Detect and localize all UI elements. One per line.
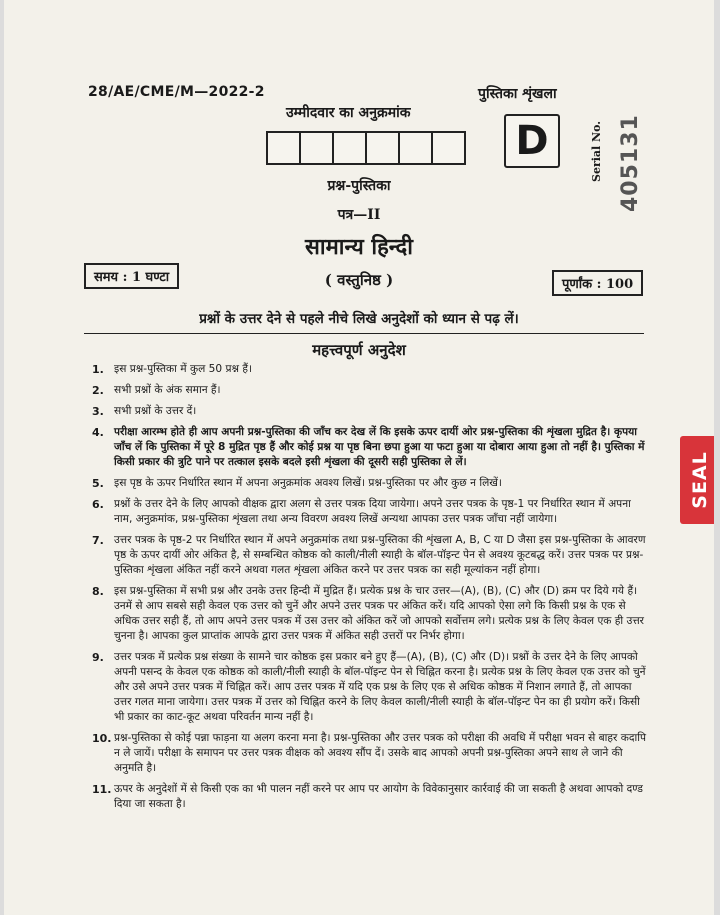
serial-label: Serial No. — [590, 120, 603, 182]
instruction-item: 6. प्रश्नों के उत्तर देने के लिए आपको वीक्षक द्वारा अलग से उत्तर पत्रक दिया जायेगा। अपने उत्तर पत्रक के पृष्ठ-1 पर निर्धारित स्थान में अपना नाम, अनुक्रमांक, प्रश्न-पुस्तिका शृंखला तथा अन्य विवरण अवश्य लिखें अन्यथा आपका उत्तर पत्रक जाँचा नहीं जायेगा। — [92, 498, 631, 525]
instruction-item: 7. उत्तर पत्रक के पृष्ठ-2 पर निर्धारित स्थान में अपने अनुक्रमांक तथा प्रश्न-पुस्तिका की शृंखला A, B, C या D जैसा इस प्रश्न-पुस्तिका के आवरण पृष्ठ के ऊपर दायीं ओर अंकित है, से सम्बन्धित कोष्ठक को काली/नीली स्याही के बॉल-पॉइन्ट पेन से अवश्य कूटबद्ध करें। उत्तर पत्रक पर प्रश्न-पुस्तिका शृंखला अंकित नहीं करने अथवा गलत शृंखला अंकित करने पर उत्तर पत्रक का सही मूल्यांकन नहीं होगा। — [92, 534, 646, 576]
exam-code: 28/AE/CME/M—2022-2 — [88, 84, 265, 100]
paper-title: पत्र—II — [337, 207, 381, 223]
instruction-item: 2. सभी प्रश्नों के अंक समान हैं। — [92, 384, 221, 397]
seal-label: SEAL — [689, 451, 711, 509]
divider — [84, 333, 644, 334]
question-booklet-cover — [4, 0, 714, 915]
instruction-item: 9. उत्तर पत्रक में प्रत्येक प्रश्न संख्या के सामने चार कोष्ठक इस प्रकार बने हुए हैं—(A), (B), (C) और (D)। प्रश्नों के उत्तर देने के लिए आपको अपनी पसन्द के केवल एक कोष्ठक को काली/नीली स्याही के बॉल-पॉइन्ट पेन से चिह्नित करना है। प्रत्येक प्रश्न के लिए केवल एक उत्तर को चुनें और उसे अपने उत्तर पत्रक में चिह्नित करें। आप उत्तर पत्रक में यदि एक प्रश्न के लिए एक से अधिक कोष्ठक में निशान लगाते हैं, तो आपका उत्तर गलत माना जायेगा। उत्तर पत्रक में उत्तर को चिह्नित करने के लिए केवल काली/नीली स्याही के बॉल-पॉइन्ट पेन का ही प्रयोग करें। किसी भी प्रकार का काट-कूट अथवा परिवर्तन मान्य नहीं है। — [92, 651, 646, 723]
instructions-heading: महत्त्वपूर्ण अनुदेश — [312, 341, 406, 359]
roll-digit-box — [398, 131, 433, 165]
booklet-series-box: D — [504, 114, 560, 168]
pre-instruction-note: प्रश्नों के उत्तर देने से पहले नीचे लिखे अनुदेशों को ध्यान से पढ़ लें। — [199, 311, 519, 327]
instruction-item: 4. परीक्षा आरम्भ होते ही आप अपनी प्रश्न-पुस्तिका की जाँच कर देख लें कि इसके ऊपर दायीं ओर प्रश्न-पुस्तिका की शृंखला मुद्रित है। कृपया जाँच लें कि पुस्तिका में पूरे 8 मुद्रित पृष्ठ हैं और कोई प्रश्न या पृष्ठ बिना छपा हुआ या फटा हुआ या दोबारा आया हुआ तो नहीं है। पुस्तिका में किसी प्रकार की त्रुटि पाने पर तत्काल इसके बदले इसी शृंखला की दूसरी सही पुस्तिका ले लें। — [92, 426, 645, 468]
roll-digit-box — [365, 131, 400, 165]
roll-digit-box — [299, 131, 334, 165]
instruction-item: 3. सभी प्रश्नों के उत्तर दें। — [92, 405, 197, 418]
roll-digit-box — [266, 131, 301, 165]
instruction-item: 1. इस प्रश्न-पुस्तिका में कुल 50 प्रश्न हैं। — [92, 363, 252, 376]
instruction-item: 5. इस पृष्ठ के ऊपर निर्धारित स्थान में अपना अनुक्रमांक अवश्य लिखें। प्रश्न-पुस्तिका पर और कुछ न लिखें। — [92, 477, 502, 490]
instruction-item: 8. इस प्रश्न-पुस्तिका में सभी प्रश्न और उनके उत्तर हिन्दी में मुद्रित हैं। प्रत्येक प्रश्न के चार उत्तर—(A), (B), (C) और (D) क्रम पर दिये गये हैं। उनमें से आप सबसे सही केवल एक उत्तर को चुनें और अपने उत्तर पत्रक पर अंकित करें। यदि आपको ऐसा लगे कि किसी प्रश्न के एक से अधिक उत्तर सही हैं, तो आप अपने उत्तर पत्रक में उस उत्तर को अंकित करें जो आपको सर्वोत्तम लगे। प्रत्येक प्रश्न के लिए केवल एक ही उत्तर चुनना है। आपका कुल प्राप्तांक आपके द्वारा उत्तर पत्रक में अंकित सही उत्तरों पर निर्भर होगा। — [92, 585, 645, 642]
marks-box: पूर्णांक : 100 — [552, 270, 643, 296]
booklet-series-label: पुस्तिका शृंखला — [478, 86, 557, 102]
roll-number-boxes — [268, 131, 466, 165]
time-box: समय : 1 घण्टा — [84, 263, 179, 289]
paper-type: ( वस्तुनिष्ठ ) — [324, 271, 394, 289]
seal-tab — [680, 436, 714, 524]
instruction-item: 11. ऊपर के अनुदेशों में से किसी एक का भी पालन नहीं करने पर आप पर आयोग के विवेकानुसार कार्रवाई की जा सकती है अथवा आपको दण्ड दिया जा सकता है। — [92, 783, 643, 810]
instructions-list — [92, 362, 652, 818]
instruction-item: 10. प्रश्न-पुस्तिका से कोई पन्ना फाड़ना या अलग करना मना है। प्रश्न-पुस्तिका और उत्तर पत्रक को परीक्षा की अवधि में परीक्षा भवन से बाहर कदापि न ले जायें। परीक्षा के समापन पर उत्तर पत्रक वीक्षक को अवश्य सौंप दें। उसके बाद आपको अपनी प्रश्न-पुस्तिका अपने साथ ले जाने की अनुमति है। — [92, 732, 647, 774]
subject-title: सामान्य हिन्दी — [305, 234, 413, 260]
roll-number-label: उम्मीदवार का अनुक्रमांक — [286, 105, 411, 121]
booklet-title: प्रश्न-पुस्तिका — [327, 178, 391, 194]
serial-number: 405131 — [618, 114, 643, 212]
roll-digit-box — [431, 131, 466, 165]
roll-digit-box — [332, 131, 367, 165]
